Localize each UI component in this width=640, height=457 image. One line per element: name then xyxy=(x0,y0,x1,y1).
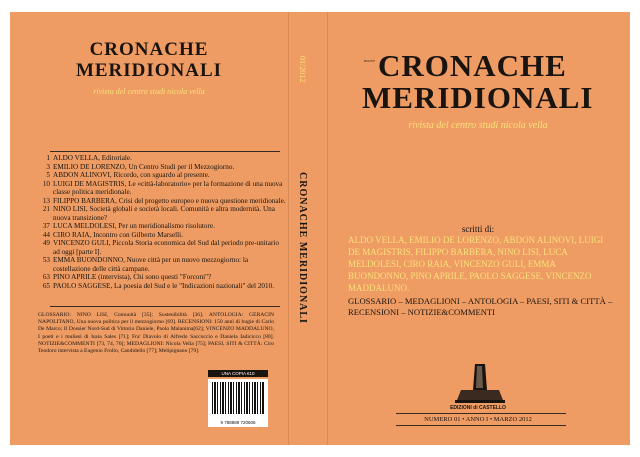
toc-entry xyxy=(38,282,286,291)
spine xyxy=(288,12,328,445)
toc-page-number: 37 xyxy=(42,222,50,230)
issue-info: NUMERO 01 • ANNO I • MARZO 2012 xyxy=(424,416,532,423)
barcode-icon xyxy=(212,382,264,414)
sections-list: GLOSSARIO – MEDAGLIONI – ANTOLOGIA – PAESI, SITI & CITTÀ – RECENSIONI – NOTIZIE&COMMENTI xyxy=(348,296,613,317)
issue-top-rule xyxy=(396,413,566,414)
toc-entry xyxy=(38,197,286,206)
toc-bottom-rule xyxy=(50,306,280,307)
toc-entry xyxy=(38,205,286,222)
monument-logo-icon xyxy=(455,360,505,404)
toc-page-number: 65 xyxy=(42,281,50,290)
spine-title: CRONACHE MERIDIONALI xyxy=(297,172,308,324)
publisher-name: EDIZIONI di CASTELLO xyxy=(450,405,506,411)
back-title-line1: CRONACHE xyxy=(89,39,209,60)
toc-entry-text: PINO APRILE (intervista), Chi sono questi "Forconi"? xyxy=(53,273,212,281)
back-title-line2: MERIDIONALI xyxy=(75,60,223,81)
barcode xyxy=(208,379,268,427)
toc-entry xyxy=(38,180,286,197)
toc-entry xyxy=(38,171,286,180)
front-title-line2: MERIDIONALI xyxy=(362,80,594,115)
toc-entry xyxy=(38,163,286,172)
glossary-text: GLOSSARIO: NINO LISI, Comunità [35]; Sostenibilità [36]. ANTOLOGIA: GERACIN NAPOLITANO, Una nuova politica per il mezzogiorno [69]. RECENSIONI: 150 anni di bugie di Carlo De Marco; Il Dossier Nord-Sud di Vittorio Daniele, Paolo Malanima[62]; VINCENZO MADDALUNO, I poeti e i muliesi di Isaia Sales [71]; Fra' Diavolo di Alfredo Saccoccio e Daniela Iadicicco [80]. NOTIZIE&COMMENTI [73, 74, 76]; MEDAGLIONI: Nicola Vella [75]; PAESI, SITI & CITTÀ: Ciro Teodoro intervista a Eugenio Frollo, Candidello [77]; Melipignano [79]. xyxy=(38,312,274,355)
toc-entry-text: NINO LISI, Società globali e società locali. Comunità e altra modernità. Una nuova transizione? xyxy=(53,205,275,222)
toc-entry-text: FILIPPO BARBERA, Crisi del progetto europeo e nuova questione meridionale. xyxy=(53,196,286,205)
spine-year: 01/2012 xyxy=(298,56,307,83)
front-tiny-label: nuove xyxy=(364,58,375,63)
toc-entry-text: ABDON ALINOVI, Ricordo, con sguardo al presente. xyxy=(53,171,210,179)
barcode-block xyxy=(208,370,268,427)
toc-entry xyxy=(38,154,286,163)
toc-entry-text: VINCENZO GULI, Piccola Storia economica del Sud dal periodo pre-unitario ad oggi [parte I]. xyxy=(53,239,279,256)
toc-entry xyxy=(38,239,286,256)
front-subtitle: rivista del centro studi nicola vella xyxy=(408,120,548,131)
toc-page-number: 1 xyxy=(46,154,50,162)
toc-top-rule xyxy=(50,151,280,152)
toc-entry xyxy=(38,273,286,282)
authors-list: ALDO VELLA, EMILIO DE LORENZO, ABDON ALINOVI, LUIGI DE MAGISTRIS, FILIPPO BARBERA, NINO LISI, LUCA MELDOLESI, CIRO RAIA, VINCENZO GULI, EMMA BUONDONNO, PINO APRILE, PAOLO SAGGESE, VINCENZO MADDALUNO. xyxy=(348,235,604,293)
back-cover xyxy=(10,12,288,445)
toc-entry xyxy=(38,222,286,231)
toc-page-number: 5 xyxy=(46,171,50,179)
table-of-contents xyxy=(38,154,286,290)
toc-entry-text: LUIGI DE MAGISTRIS, Le «città-laboratorio» per la formazione di una nuova classe politica meridionale. xyxy=(53,179,283,196)
toc-page-number: 10 xyxy=(42,179,50,188)
toc-page-number: 63 xyxy=(42,273,50,281)
toc-entry-text: EMILIO DE LORENZO, Un Centro Studi per il Mezzogiorno. xyxy=(53,162,235,171)
toc-page-number: 44 xyxy=(42,230,50,239)
toc-entry-text: LUCA MELDOLESI, Per un meridionalismo risolutore. xyxy=(53,222,215,230)
toc-entry xyxy=(38,231,286,240)
toc-page-number: 49 xyxy=(42,239,50,247)
toc-page-number: 3 xyxy=(46,162,50,171)
toc-entry-text: CIRO RAIA, Incontro con Gilberto Marselli. xyxy=(53,230,183,239)
magazine-cover-spread xyxy=(10,12,630,445)
barcode-number: 9 788889 720606 xyxy=(220,420,256,425)
toc-entry-text: EMMA BUONDONNO, Nuove città per un nuovo mezzogiorno: la costellazione delle città campane. xyxy=(53,256,249,273)
toc-entry xyxy=(38,256,286,273)
toc-page-number: 21 xyxy=(42,205,50,213)
written-by-label: scritti di: xyxy=(461,224,495,234)
toc-page-number: 53 xyxy=(42,256,50,264)
toc-entry-text: ALDO VELLA, Editoriale. xyxy=(53,154,132,162)
front-title-line1: CRONACHE xyxy=(378,48,567,83)
price-label: UNA COPIA €10 xyxy=(208,370,268,377)
back-subtitle: rivista del centro studi nicola vella xyxy=(93,87,205,96)
front-cover xyxy=(326,12,630,445)
toc-page-number: 13 xyxy=(42,196,50,205)
issue-bottom-rule xyxy=(396,425,566,426)
toc-entry-text: PAOLO SAGGESE, La poesia del Sud e le "Indicazioni nazionali" del 2010. xyxy=(53,281,274,290)
